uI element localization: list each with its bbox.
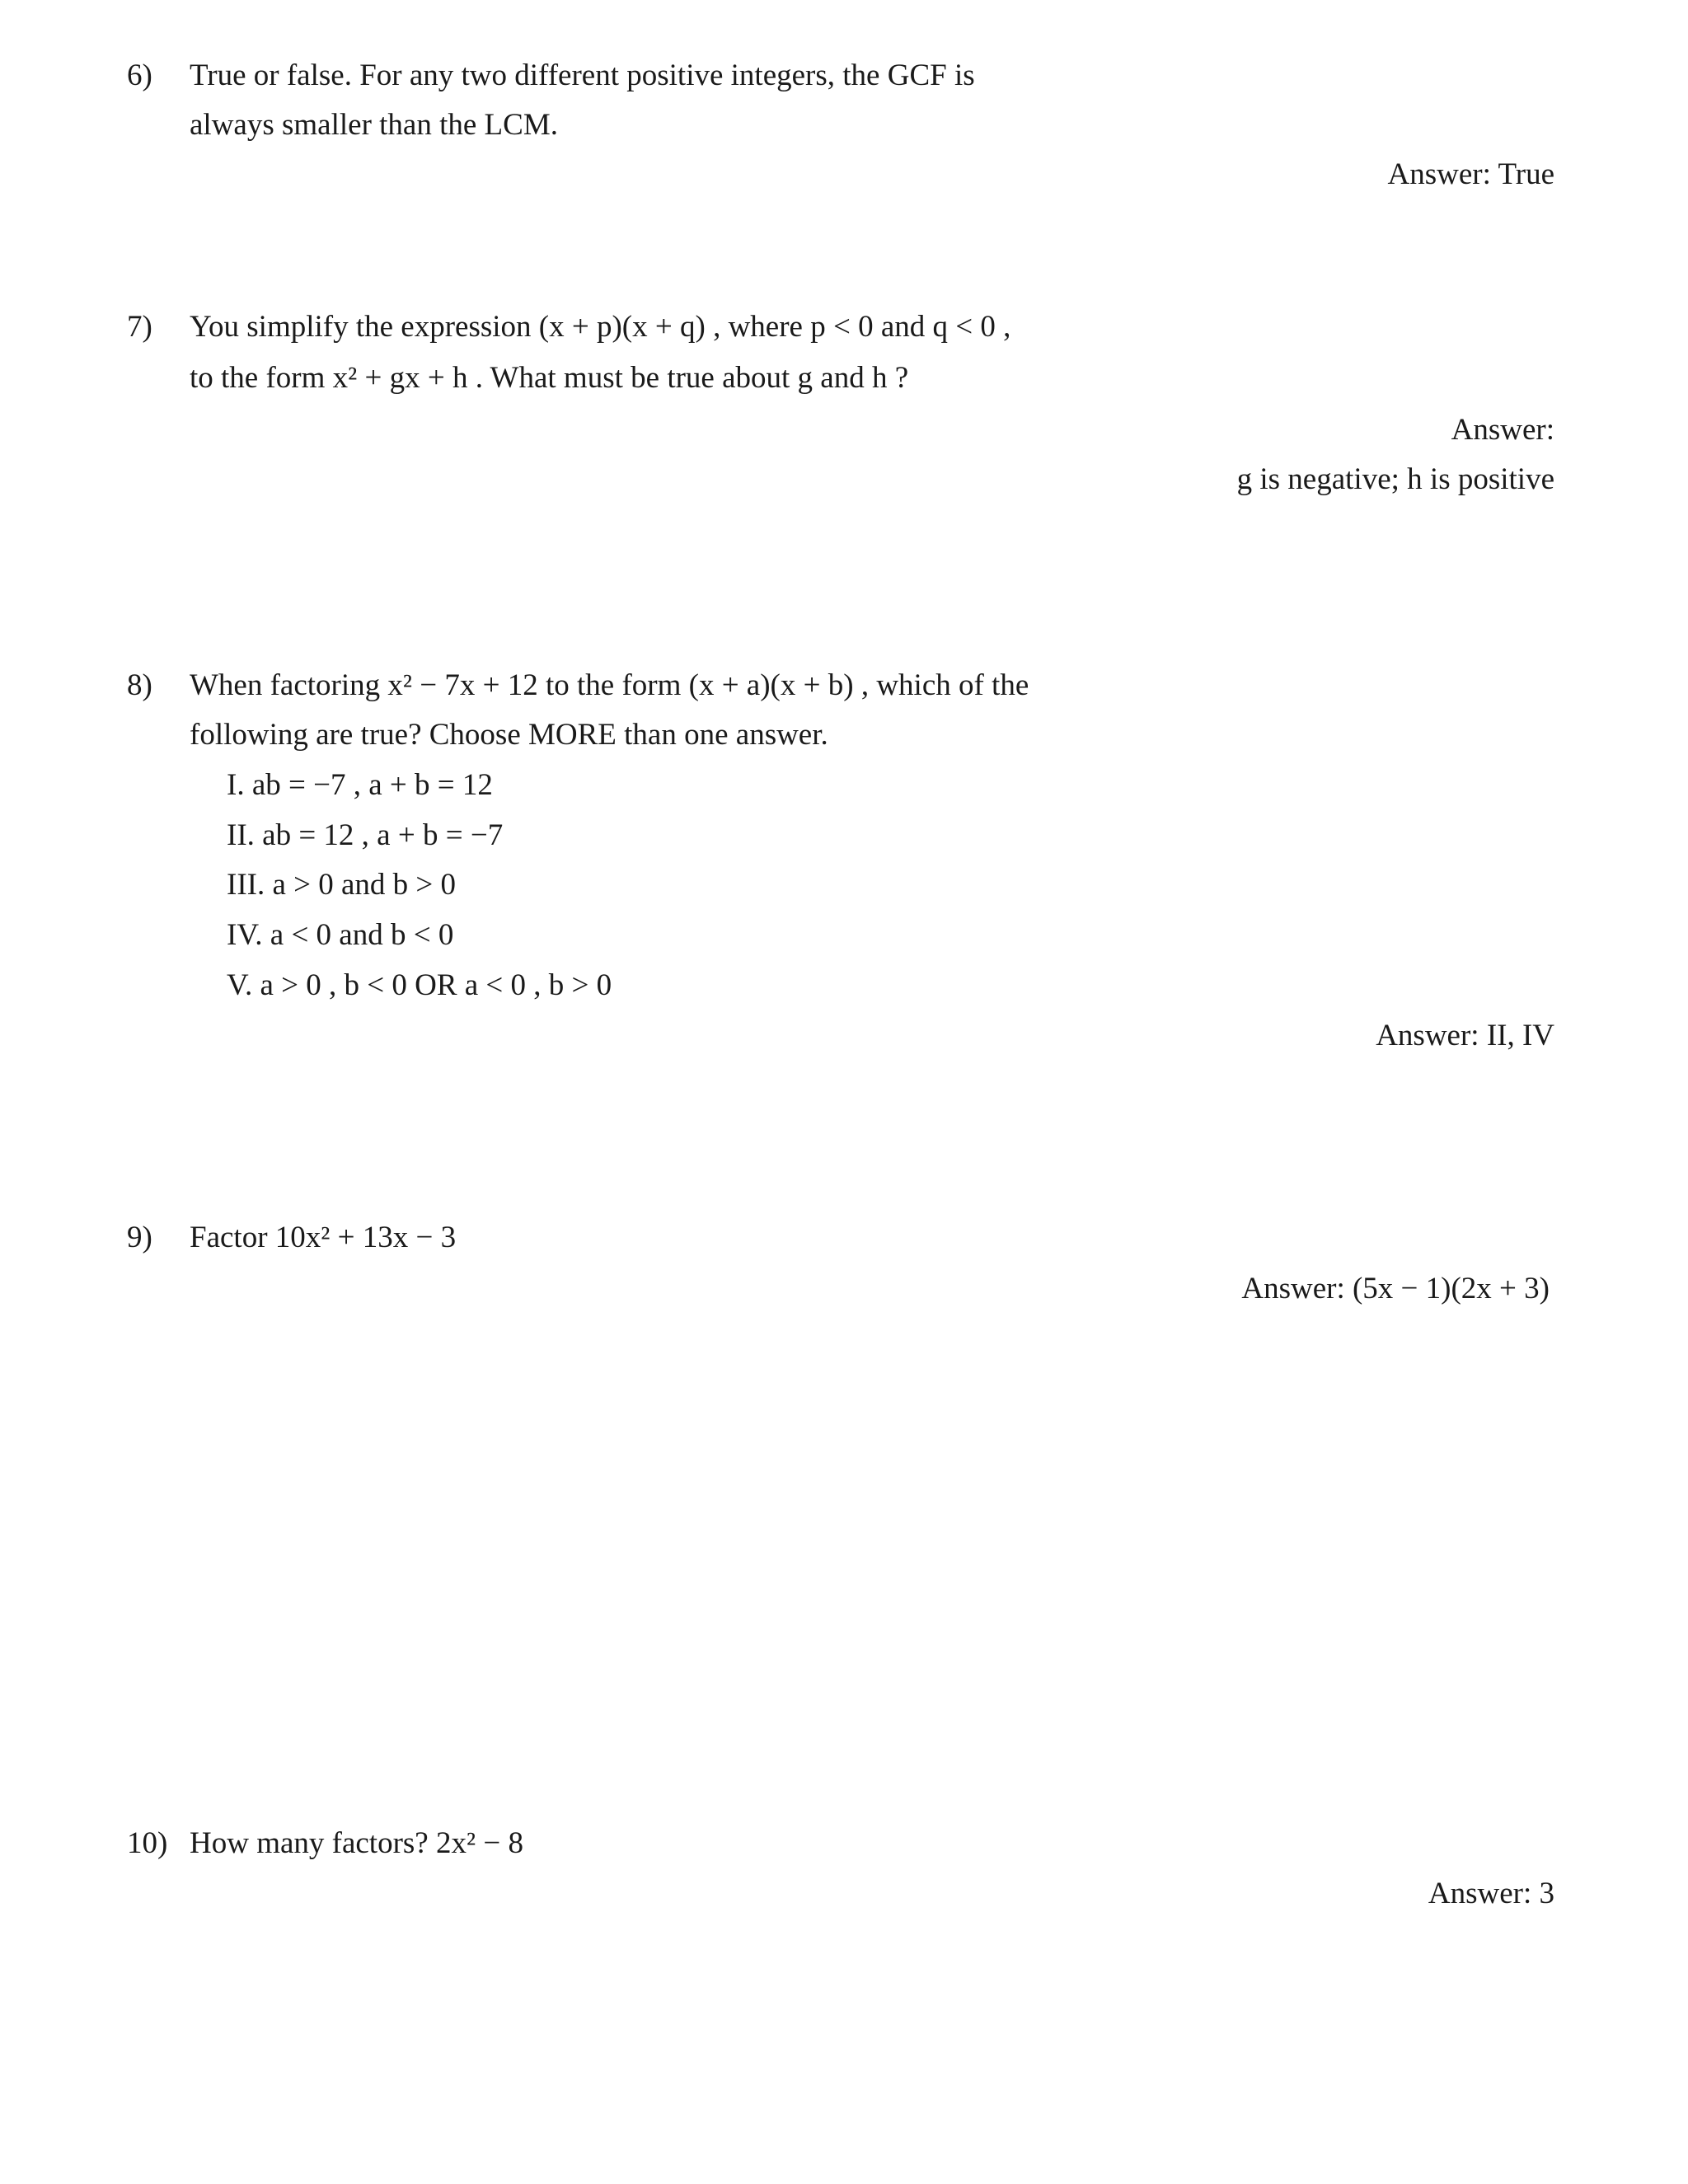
- answer-text: Answer:: [1451, 413, 1554, 447]
- answer-text: Answer: II, IV: [1376, 1019, 1554, 1052]
- answer-text: Answer: (5x − 1)(2x + 3): [1241, 1272, 1550, 1305]
- option-item: IV. a < 0 and b < 0: [227, 918, 454, 952]
- problem-number: 6): [127, 59, 152, 92]
- answer-text: Answer: True: [1387, 157, 1554, 191]
- problem-text-line: to the form x² + gx + h . What must be true about g and h ?: [190, 361, 909, 395]
- problem-text-line: following are true? Choose MORE than one answer.: [190, 718, 828, 752]
- option-item: II. ab = 12 , a + b = −7: [227, 818, 504, 852]
- problem-number: 7): [127, 310, 152, 344]
- answer-text: Answer: 3: [1428, 1877, 1554, 1910]
- problem-text-line: True or false. For any two different positive integers, the GCF is: [190, 59, 975, 92]
- problem-text-line: always smaller than the LCM.: [190, 108, 558, 142]
- problem-text-line: How many factors? 2x² − 8: [190, 1826, 523, 1860]
- option-item: V. a > 0 , b < 0 OR a < 0 , b > 0: [227, 968, 612, 1002]
- option-item: I. ab = −7 , a + b = 12: [227, 768, 493, 802]
- option-item: III. a > 0 and b > 0: [227, 868, 457, 902]
- problem-number: 10): [127, 1826, 168, 1860]
- problem-number: 9): [127, 1221, 152, 1254]
- problem-number: 8): [127, 668, 152, 702]
- problem-text-line: When factoring x² − 7x + 12 to the form (x + a)(x + b) , which of the: [190, 668, 1029, 702]
- problem-text-line: Factor 10x² + 13x − 3: [190, 1221, 457, 1254]
- problem-text-line: You simplify the expression (x + p)(x + q) , where p < 0 and q < 0 ,: [190, 310, 1011, 344]
- answer-text: g is negative; h is positive: [1236, 462, 1554, 496]
